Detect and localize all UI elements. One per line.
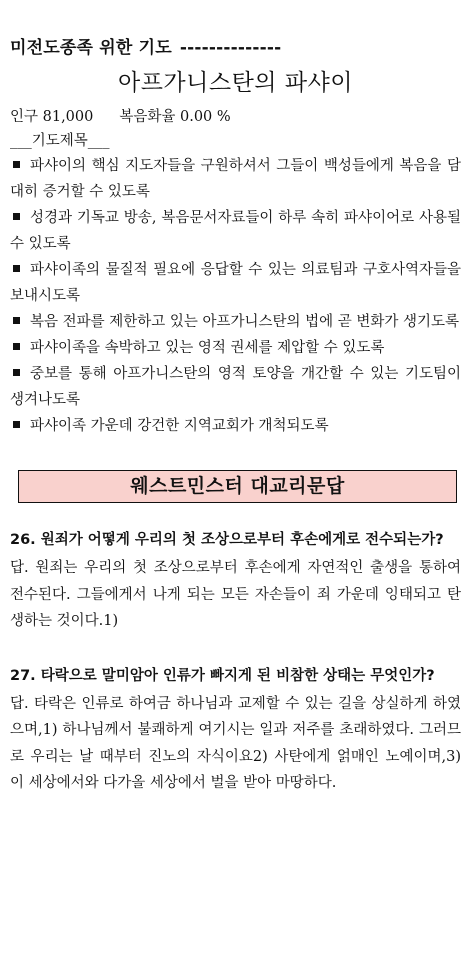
square-bullet-icon [13,265,20,272]
catechism-question: 27. 타락으로 말미암아 인류가 빠지게 된 비참한 상태는 무엇인가? [10,667,435,684]
square-bullet-icon [13,213,20,220]
prayer-topic-item [10,205,461,257]
prayer-topic-text: 파샤이족의 물질적 필요에 응답할 수 있는 의료팀과 구호사역자들을 보내시도록 [10,262,461,304]
prayer-topics-list [10,153,461,439]
prayer-topic-item [10,335,461,361]
prayer-topic-item [10,361,461,413]
catechism-answer: 답. 원죄는 우리의 첫 조상으로부터 후손에게 자연적인 출생을 통하여 전수된다. 그들에게서 나게 되는 모든 자손들이 죄 가운데 잉태되고 탄생하는 것이다.1) [10,560,461,629]
prayer-topic-item [10,309,461,335]
catechism-question: 26. 원죄가 어떻게 우리의 첫 조상으로부터 후손에게로 전수되는가? [10,532,444,548]
square-bullet-icon [13,317,20,324]
section-header [10,37,461,59]
stats-line [10,106,461,128]
square-bullet-icon [13,343,20,350]
catechism-answer: 답. 타락은 인류로 하여금 하나님과 교제할 수 있는 길을 상실하게 하였으며,1) 하나님께서 불쾌하게 여기시는 일과 저주를 초래하였다. 그러므로 우리는 날 때부터 진노의 자식이요2) 사탄에게 얽매인 노예이며,3) 이 세상에서와 다가올 세상에서 벌을 받아 마땅하다. [10,695,461,791]
catechism-banner: 웨스트민스터 대교리문답 [18,470,457,503]
prayer-topic-text: 파샤이족 가운데 강건한 지역교회가 개척되도록 [30,418,329,434]
prayer-topic-item [10,413,461,439]
prayer-topic-text: 파샤이의 핵심 지도자들을 구원하셔서 그들이 백성들에게 복음을 담대히 증거할 수 있도록 [10,158,461,200]
square-bullet-icon [13,369,20,376]
section-header-label: 미전도종족 위한 기도 [10,38,172,58]
prayer-topic-text: 복음 전파를 제한하고 있는 아프가니스탄의 법에 곧 변화가 생기도록 [30,314,460,330]
section-header-dashes: -------------- [179,38,282,58]
square-bullet-icon [13,161,20,168]
prayer-topic-item [10,257,461,309]
prayer-topic-item [10,153,461,205]
gospel-rate-text: 복음화율 0.00 % [119,109,231,125]
prayer-topics-heading: ___기도제목___ [10,133,110,149]
population-text: 인구 81,000 [10,109,94,125]
catechism-entry [10,527,461,635]
people-group-title: 아프가니스탄의 파샤이 [118,70,353,96]
prayer-topic-text: 성경과 기독교 방송, 복음문서자료들이 하루 속히 파샤이어로 사용될 수 있도록 [10,210,461,252]
square-bullet-icon [13,421,20,428]
catechism-entry [10,663,461,797]
prayer-topic-text: 중보를 통해 아프가니스탄의 영적 토양을 개간할 수 있는 기도팀이 생겨나도록 [10,366,461,408]
prayer-topic-text: 파샤이족을 속박하고 있는 영적 권세를 제압할 수 있도록 [30,340,385,356]
